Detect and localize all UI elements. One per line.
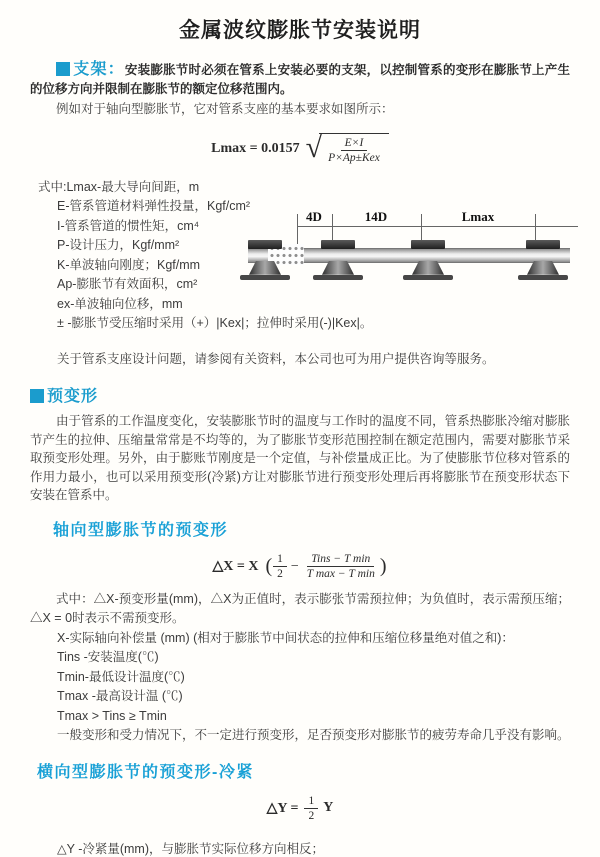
- support-lead-text: 安装膨胀节时必须在管系上安装必要的支架，以控制管系的变形在膨胀节上产生的位移方向并限制在膨胀节的额定位移范围内。: [30, 63, 570, 96]
- definition-line: Ap-膨胀节有效面积，cm²: [57, 277, 198, 292]
- radical-sign-icon: √: [305, 131, 323, 165]
- support-clamp: [526, 240, 560, 249]
- pipe-guide-support: [515, 240, 571, 280]
- pipe-guide-support: [310, 240, 366, 280]
- support-example-line: 例如对于轴向型膨胀节，它对管系支座的基本要求如图所示：: [56, 102, 394, 116]
- dimension-tick: [297, 214, 298, 248]
- fraction-denominator: 2: [277, 568, 283, 581]
- fraction-numerator: Tins − T min: [307, 552, 374, 567]
- support-saddle: [527, 261, 559, 275]
- formula-axial: [0, 552, 600, 582]
- formula-axial-lhs: △X = X: [212, 559, 259, 575]
- support-saddle: [249, 261, 281, 275]
- support-definition-list: [38, 178, 600, 350]
- definition-line: Tmin-最低设计温度(℃): [57, 669, 185, 684]
- dim-label-4d: 4D: [306, 208, 322, 224]
- definition-line: K-单波轴向刚度；Kgf/mm: [57, 257, 201, 272]
- definition-line: X-实际轴向补偿量 (mm) (相对于膨胀节中间状态的拉伸和压缩位移量绝对值之和)：: [57, 630, 514, 645]
- axial-note: 一般变形和受力情况下，不一定进行预变形，足否预变形对膨胀节的疲劳寿命几乎没有影响。: [57, 728, 570, 742]
- section-square-bullet-icon: [56, 62, 70, 76]
- support-note: 关于管系支座设计问题，请参阅有关资料，本公司也可为用户提供咨询等服务。: [57, 351, 495, 366]
- support-intro-paragraph: [30, 60, 570, 99]
- lateral-note: △Y -冷紧量(mm)，与膨胀节实际位移方向相反；: [57, 842, 325, 857]
- fraction-denominator: T max − T min: [306, 568, 375, 581]
- one-half-fraction: [304, 794, 318, 824]
- open-paren: (: [265, 555, 273, 578]
- temperature-fraction: [303, 552, 379, 582]
- lateral-subheading: 横向型膨胀节的预变形-冷紧: [37, 763, 254, 781]
- formula-lmax-denominator: P×Ap±Kex: [328, 152, 380, 165]
- predeform-section-header: [30, 383, 570, 406]
- definition-line: Tins -安装温度(℃): [57, 650, 159, 664]
- support-base: [403, 275, 453, 280]
- support-clamp: [321, 240, 355, 249]
- axial-subheading: 轴向型膨胀节的预变形: [53, 521, 229, 539]
- predeform-heading: 预变形: [47, 388, 99, 406]
- support-clamp: [248, 240, 282, 249]
- support-base: [313, 275, 363, 280]
- formula-lmax-numerator: E×I: [341, 136, 368, 151]
- definition-line: E-管系管道材料弹性投量，Kgf/cm²: [57, 199, 251, 214]
- formula-lmax: [0, 133, 600, 166]
- axial-explain-paragraph: 式中：△X-预变形量(mm)，△X为正值时，表示膨张节需预拉伸；为负值时，表示需预压缩；△X = 0时表示不需预变形。: [30, 591, 570, 625]
- formula-lmax-lhs: Lmax = 0.0157: [211, 141, 300, 157]
- definition-line: Tmax > Tins ≥ Tmin: [57, 708, 167, 723]
- definition-line: ± -膨胀节受压缩时采用（+）|Kex|；拉伸时采用(-)|Kex|。: [57, 316, 373, 331]
- dim-label-lmax: Lmax: [461, 208, 495, 224]
- page-title: 金属波纹膨胀节安装说明: [179, 19, 421, 42]
- definition-line: I-管系管道的惯性矩，cm⁴: [57, 218, 200, 233]
- axial-definition-list: [30, 629, 570, 745]
- fraction-numerator: 1: [304, 794, 318, 809]
- support-base: [518, 275, 568, 280]
- close-paren: ): [379, 555, 387, 578]
- fraction-denominator: 2: [308, 809, 315, 822]
- formula-lmax-radicand: [319, 133, 389, 166]
- definition-line: ex-单波轴向位移，mm: [57, 296, 183, 311]
- pipe-guide-support: [400, 240, 456, 280]
- formula-lateral: [0, 794, 600, 824]
- support-base: [240, 275, 290, 280]
- fraction-numerator: 1: [273, 552, 287, 567]
- formula-lateral-rhs: Y: [323, 800, 334, 816]
- support-saddle: [412, 261, 444, 275]
- minus-sign: −: [290, 558, 299, 574]
- support-saddle: [322, 261, 354, 275]
- definition-line: 式中:Lmax-最大导向间距，m: [38, 179, 200, 194]
- formula-lmax-fraction: [324, 136, 384, 166]
- definition-line: Tmax -最高设计温 (℃): [57, 689, 183, 703]
- section-square-bullet-icon: [30, 389, 44, 403]
- formula-lateral-lhs: △Y =: [266, 800, 299, 816]
- definition-line: P-设计压力，Kgf/mm²: [57, 238, 180, 253]
- pipe-anchor-support: [237, 240, 293, 280]
- dim-label-14d: 14D: [364, 208, 388, 224]
- support-section-heading: 支架：: [73, 61, 125, 78]
- pipe-support-diagram: [238, 206, 600, 306]
- one-half-fraction: [273, 552, 287, 582]
- predeform-paragraph: 由于管系的工作温度变化，安装膨胀节时的温度与工作时的温度不同，管系热膨胀冷缩对膨胀节产生的拉伸、压缩量常常是不均等的，为了膨胀节变形范围控制在额定范围内，需要对膨胀节采取预变形处理。另外，由于膨账节刚度是一个定值，与补偿量成正比。为了使膨胀节位移对管系的作用力最小，也可以采用预变形(冷紧)方让对膨胀节进行预变形处理后再将膨胀节在预变形状态下安装在管系中。: [30, 414, 570, 503]
- support-clamp: [411, 240, 445, 249]
